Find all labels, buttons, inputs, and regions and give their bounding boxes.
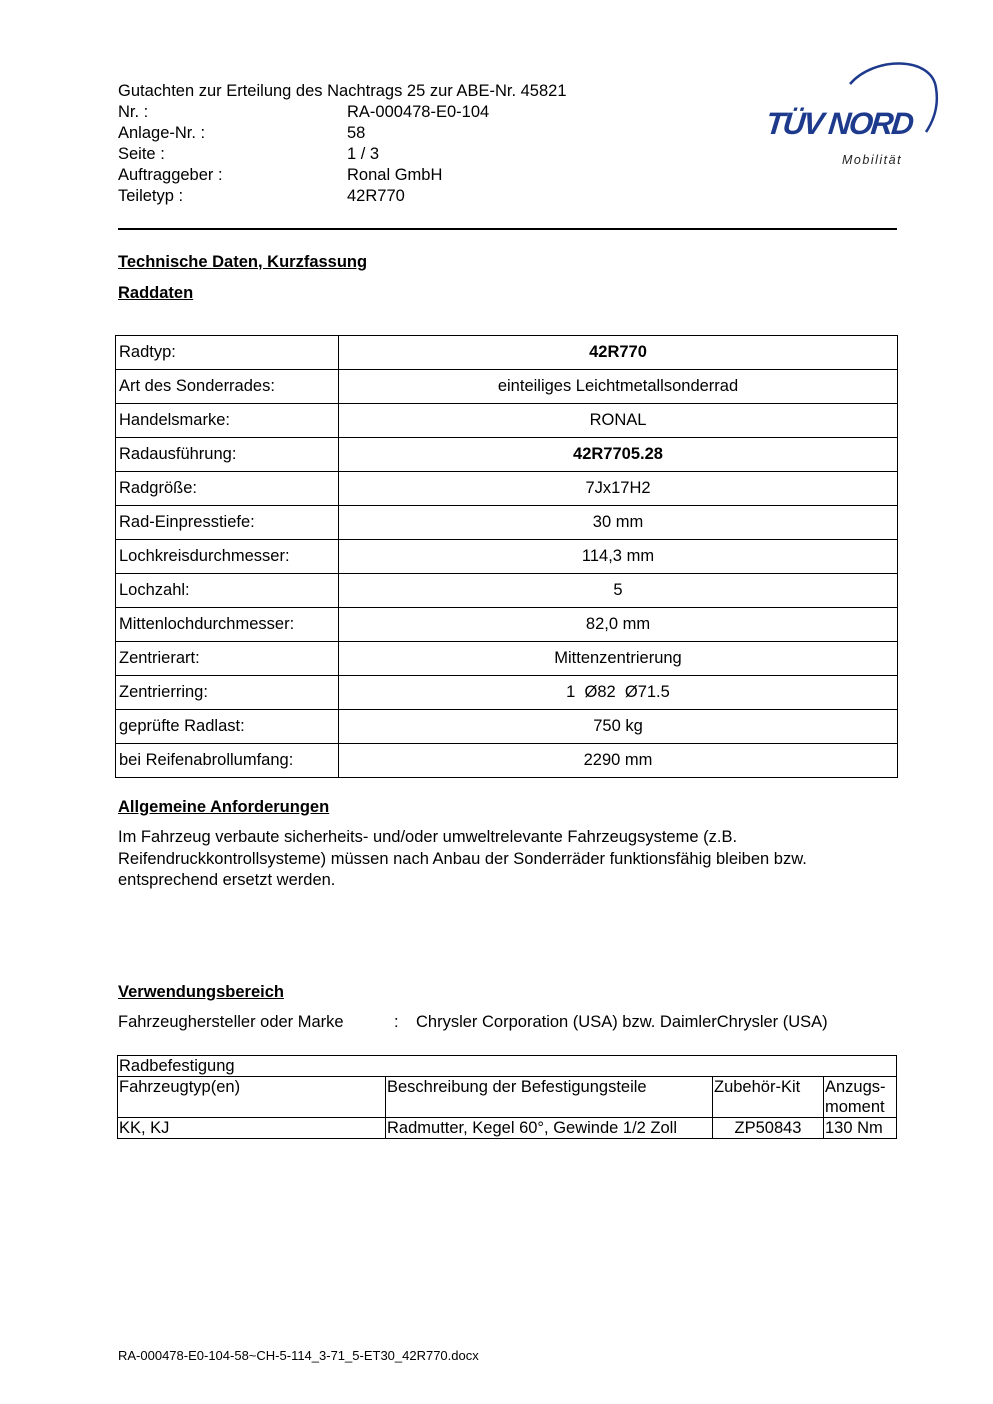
table-row bbox=[118, 1118, 897, 1139]
row-label: Handelsmarke: bbox=[116, 404, 339, 438]
manufacturer-label: Fahrzeughersteller oder Marke bbox=[118, 1013, 344, 1031]
table-row bbox=[116, 438, 898, 472]
heading-verwendungsbereich: Verwendungsbereich bbox=[118, 983, 284, 1001]
row-value: 7Jx17H2 bbox=[339, 472, 898, 506]
table-row bbox=[116, 608, 898, 642]
header-row-anlage bbox=[118, 123, 365, 144]
row-label: Rad-Einpresstiefe: bbox=[116, 506, 339, 540]
header-value: 1 / 3 bbox=[347, 145, 380, 163]
wheel-fixing-table bbox=[117, 1055, 897, 1139]
header-cell: Beschreibung der Befestigungsteile bbox=[386, 1077, 713, 1118]
logo-wordmark: TÜV NORD bbox=[764, 106, 914, 141]
header-label: Teiletyp : bbox=[118, 187, 184, 205]
header-line: moment bbox=[825, 1098, 885, 1116]
header-value: 58 bbox=[347, 124, 366, 142]
cell: 130 Nm bbox=[824, 1118, 897, 1139]
wheel-data-table bbox=[115, 335, 898, 778]
table-row bbox=[118, 1056, 897, 1077]
table-row bbox=[116, 404, 898, 438]
header-value: 42R770 bbox=[347, 187, 405, 205]
file-name-footer: RA-000478-E0-104-58~CH-5-114_3-71_5-ET30_42R770.docx bbox=[118, 1348, 479, 1363]
table-row bbox=[116, 506, 898, 540]
header-row-auftraggeber bbox=[118, 165, 442, 186]
manufacturer-colon: : bbox=[394, 1013, 399, 1031]
table-row bbox=[116, 336, 898, 370]
header-cell: Zubehör-Kit bbox=[713, 1077, 824, 1118]
heading-raddaten: Raddaten bbox=[118, 284, 194, 302]
header-label: Nr. : bbox=[118, 103, 149, 121]
header-label: Seite : bbox=[118, 145, 165, 163]
header-line: Anzugs- bbox=[825, 1078, 886, 1096]
row-value: 2290 mm bbox=[339, 744, 898, 778]
row-label: Zentrierart: bbox=[116, 642, 339, 676]
table-row bbox=[116, 370, 898, 404]
header-row-nr bbox=[118, 102, 489, 123]
row-value: RONAL bbox=[339, 404, 898, 438]
row-value: 1 Ø82 Ø71.5 bbox=[339, 676, 898, 710]
manufacturer-value: Chrysler Corporation (USA) bzw. DaimlerChrysler (USA) bbox=[416, 1013, 828, 1031]
row-label: Zentrierring: bbox=[116, 676, 339, 710]
table-row bbox=[116, 574, 898, 608]
row-value: 42R7705.28 bbox=[339, 438, 898, 472]
cell: KK, KJ bbox=[118, 1118, 386, 1139]
document-title: Gutachten zur Erteilung des Nachtrags 25 zur ABE-Nr. 45821 bbox=[118, 82, 567, 100]
table-header-row bbox=[118, 1077, 897, 1118]
header-cell: Fahrzeugtyp(en) bbox=[118, 1077, 386, 1118]
row-label: Mittenlochdurchmesser: bbox=[116, 608, 339, 642]
header-row-teiletyp bbox=[118, 186, 405, 207]
row-value: 42R770 bbox=[339, 336, 898, 370]
row-value: einteiliges Leichtmetallsonderrad bbox=[339, 370, 898, 404]
row-label: bei Reifenabrollumfang: bbox=[116, 744, 339, 778]
table-row bbox=[116, 642, 898, 676]
manufacturer-line bbox=[118, 1012, 828, 1033]
row-label: Lochkreisdurchmesser: bbox=[116, 540, 339, 574]
header-label: Anlage-Nr. : bbox=[118, 124, 206, 142]
header-value: Ronal GmbH bbox=[347, 166, 443, 184]
row-value: 114,3 mm bbox=[339, 540, 898, 574]
row-value: Mittenzentrierung bbox=[339, 642, 898, 676]
cell: ZP50843 bbox=[713, 1118, 824, 1139]
table-row bbox=[116, 540, 898, 574]
row-label: Radtyp: bbox=[116, 336, 339, 370]
row-label: Radgröße: bbox=[116, 472, 339, 506]
heading-allgemeine-anforderungen: Allgemeine Anforderungen bbox=[118, 798, 330, 816]
table-row bbox=[116, 676, 898, 710]
row-label: Art des Sonderrades: bbox=[116, 370, 339, 404]
header-label: Auftraggeber : bbox=[118, 166, 223, 184]
table-row bbox=[116, 744, 898, 778]
table-title: Radbefestigung bbox=[118, 1056, 897, 1077]
row-label: Radausführung: bbox=[116, 438, 339, 472]
row-value: 5 bbox=[339, 574, 898, 608]
logo-subtitle: Mobilität bbox=[842, 153, 903, 167]
table-row bbox=[116, 472, 898, 506]
header-cell-anzugsmoment bbox=[824, 1077, 897, 1118]
header-row-seite bbox=[118, 144, 379, 165]
header-divider bbox=[118, 228, 897, 230]
heading-technische-daten: Technische Daten, Kurzfassung bbox=[118, 253, 368, 271]
header-value: RA-000478-E0-104 bbox=[347, 103, 490, 121]
requirements-paragraph: Im Fahrzeug verbaute sicherheits- und/oder umweltrelevante Fahrzeugsysteme (z.B. Reifendruckkontrollsysteme) müssen nach Anbau der Sonderräder funktionsfähig bleiben bzw. entsprechend ersetzt werden. bbox=[118, 828, 807, 889]
table-row bbox=[116, 710, 898, 744]
row-label: Lochzahl: bbox=[116, 574, 339, 608]
row-label: geprüfte Radlast: bbox=[116, 710, 339, 744]
cell: Radmutter, Kegel 60°, Gewinde 1/2 Zoll bbox=[386, 1118, 713, 1139]
row-value: 30 mm bbox=[339, 506, 898, 540]
row-value: 750 kg bbox=[339, 710, 898, 744]
row-value: 82,0 mm bbox=[339, 608, 898, 642]
